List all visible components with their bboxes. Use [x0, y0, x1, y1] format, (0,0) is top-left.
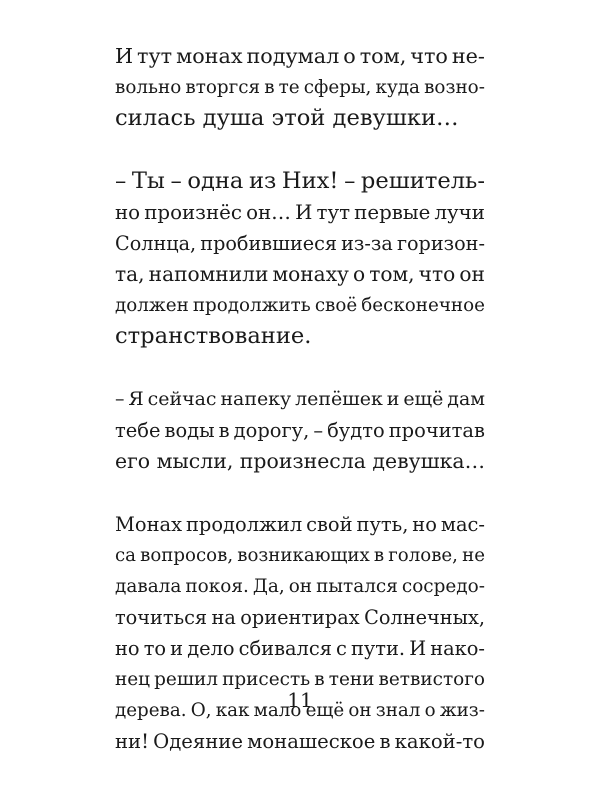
text-line: странствование. — [115, 323, 312, 349]
body-text — [115, 41, 485, 789]
text-line: но произнёс он… И тут первые лучи — [115, 201, 485, 224]
paragraph-1 — [115, 41, 485, 134]
text-line: – Я сейчас напеку лепёшек и ещё дам — [115, 388, 485, 410]
text-line: ни! Одеяние монашеское в какой-то — [115, 730, 485, 753]
text-line: силась душа этой девушки… — [115, 105, 459, 131]
text-line: та, напомнили монаху о том, что он — [115, 262, 485, 286]
paragraph-3 — [115, 384, 485, 477]
text-line: са вопросов, возникающих в голове, не — [115, 545, 485, 566]
text-line: должен продолжить своё бесконечное — [115, 295, 485, 316]
page-number: 11 — [287, 688, 313, 712]
text-line: нец решил присесть в тени ветвистого — [115, 669, 485, 690]
text-line: дерева. О, как мало ещё он знал о жиз- — [115, 700, 485, 721]
paragraph-4 — [115, 509, 485, 757]
text-line: его мысли, произнесла девушка… — [115, 449, 486, 473]
text-line: но то и дело сбивался с пути. И нако- — [115, 637, 485, 660]
paragraph-2 — [115, 166, 485, 352]
text-line: Солнца, пробившиеся из-за горизон- — [115, 232, 485, 255]
text-line: тебе воды в дорогу, – будто прочитав — [115, 419, 485, 442]
text-line: Монах продолжил свой путь, но мас- — [115, 513, 485, 536]
text-line: – Ты – одна из Них! – решитель- — [115, 168, 485, 194]
text-line: точиться на ориентирах Солнечных, — [115, 606, 485, 629]
text-line: давала покоя. Да, он пытался сосредо- — [115, 576, 485, 597]
text-line: И тут монах подумал о том, что не- — [115, 44, 485, 68]
text-line: вольно вторгся в те сферы, куда возно- — [115, 77, 485, 98]
